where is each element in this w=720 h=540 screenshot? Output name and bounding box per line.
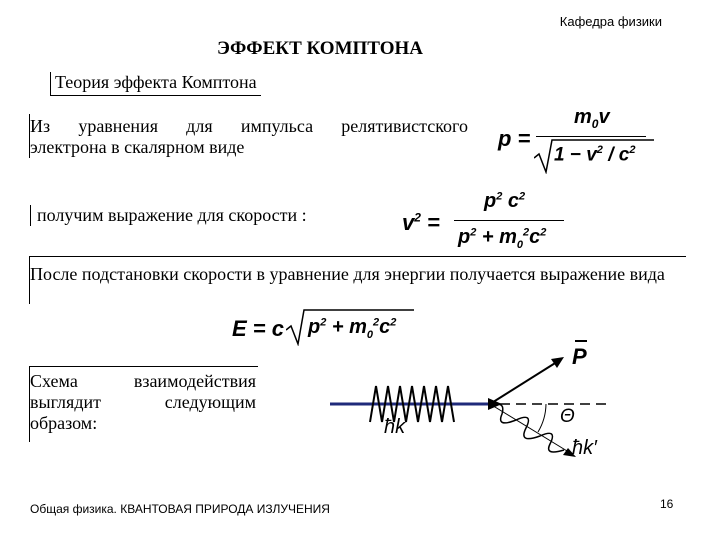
electron-recoil-arrow: [490, 360, 560, 404]
slide-title: ЭФФЕКТ КОМПТОНА: [217, 38, 423, 59]
scheme-rule-top: [30, 366, 258, 367]
department-label: Кафедра физики: [559, 14, 662, 29]
slide-subtitle: Теория эффекта Комптона: [50, 72, 261, 96]
paragraph-momentum: [30, 116, 468, 158]
formula-momentum: p = $m_0v$ $1 - v^2 / c^2$: [492, 102, 662, 182]
footer-course: Общая физика. КВАНТОВАЯ ПРИРОДА ИЗЛУЧЕНИЯ: [30, 502, 330, 516]
page-number: 16: [660, 497, 674, 511]
vector-bar: [575, 340, 587, 342]
scattered-photon-label: ħk′: [572, 437, 597, 459]
paragraph-energy: После подстановки скорости в уравнение для энергии получается выражение вида: [30, 264, 665, 284]
section-rule: [30, 256, 686, 257]
formula-energy: E = c $p^2 + m_0^2c^2$: [232, 308, 412, 348]
scattered-photon-wave: [490, 404, 564, 452]
paragraph-scheme: Схема взаимодействия выглядит следующим образом:: [30, 371, 256, 433]
paragraph-momentum-line1: Из уравнения для импульса релятивистского: [30, 116, 468, 136]
electron-momentum-label: P: [572, 344, 587, 369]
incident-photon-label: ħk: [384, 416, 406, 438]
paragraph-velocity: получим выражение для скорости :: [30, 205, 307, 226]
scattering-angle-label: Θ: [560, 406, 575, 427]
formula-velocity: $v^2$ = $p^2$ $c^2$ $p^2 + m_0^2c^2$: [400, 188, 580, 258]
paragraph-momentum-line2: электрона в скалярном виде: [30, 137, 245, 157]
angle-arc: [538, 404, 546, 432]
paragraph-momentum-rule: [29, 114, 30, 158]
